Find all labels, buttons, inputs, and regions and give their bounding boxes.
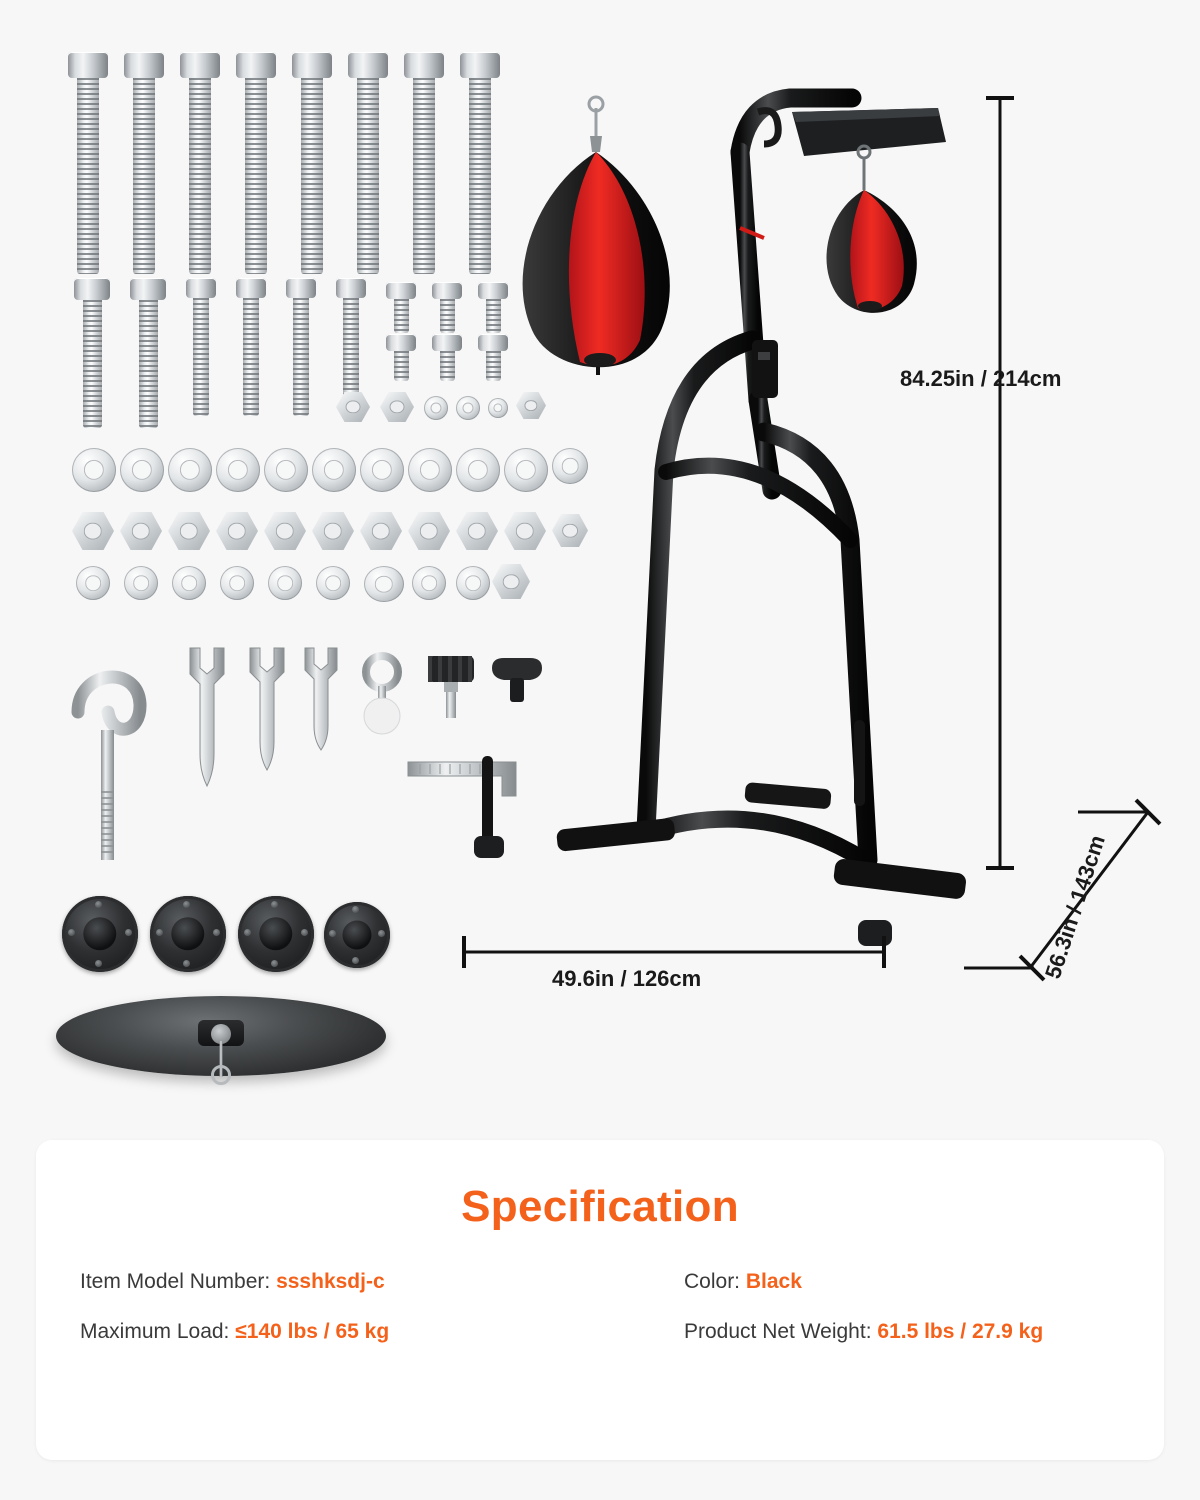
spec-label-max-load: Maximum Load: bbox=[80, 1320, 230, 1343]
dimension-height-label: 84.25in / 214cm bbox=[900, 366, 1062, 391]
spec-value-net-weight: 61.5 lbs / 27.9 kg bbox=[877, 1320, 1044, 1343]
specification-grid bbox=[36, 1270, 1164, 1344]
specification-card bbox=[36, 1140, 1164, 1460]
spec-label-model: Item Model Number: bbox=[80, 1270, 271, 1293]
dimension-width-label: 49.6in / 126cm bbox=[552, 966, 702, 991]
spec-item-net-weight bbox=[600, 1320, 1120, 1344]
specification-title: Specification bbox=[461, 1182, 739, 1231]
dimension-depth-label: 56.3in / 143cm bbox=[1040, 832, 1110, 982]
spec-value-max-load: ≤140 lbs / 65 kg bbox=[235, 1320, 390, 1343]
spec-value-color: Black bbox=[745, 1270, 802, 1293]
spec-item-max-load bbox=[80, 1320, 600, 1344]
spec-label-net-weight: Product Net Weight: bbox=[684, 1320, 872, 1343]
spec-item-model bbox=[80, 1270, 600, 1294]
spec-item-color bbox=[600, 1270, 1120, 1294]
spec-value-model: ssshksdj-c bbox=[276, 1270, 385, 1293]
spec-label-color: Color: bbox=[684, 1270, 741, 1293]
